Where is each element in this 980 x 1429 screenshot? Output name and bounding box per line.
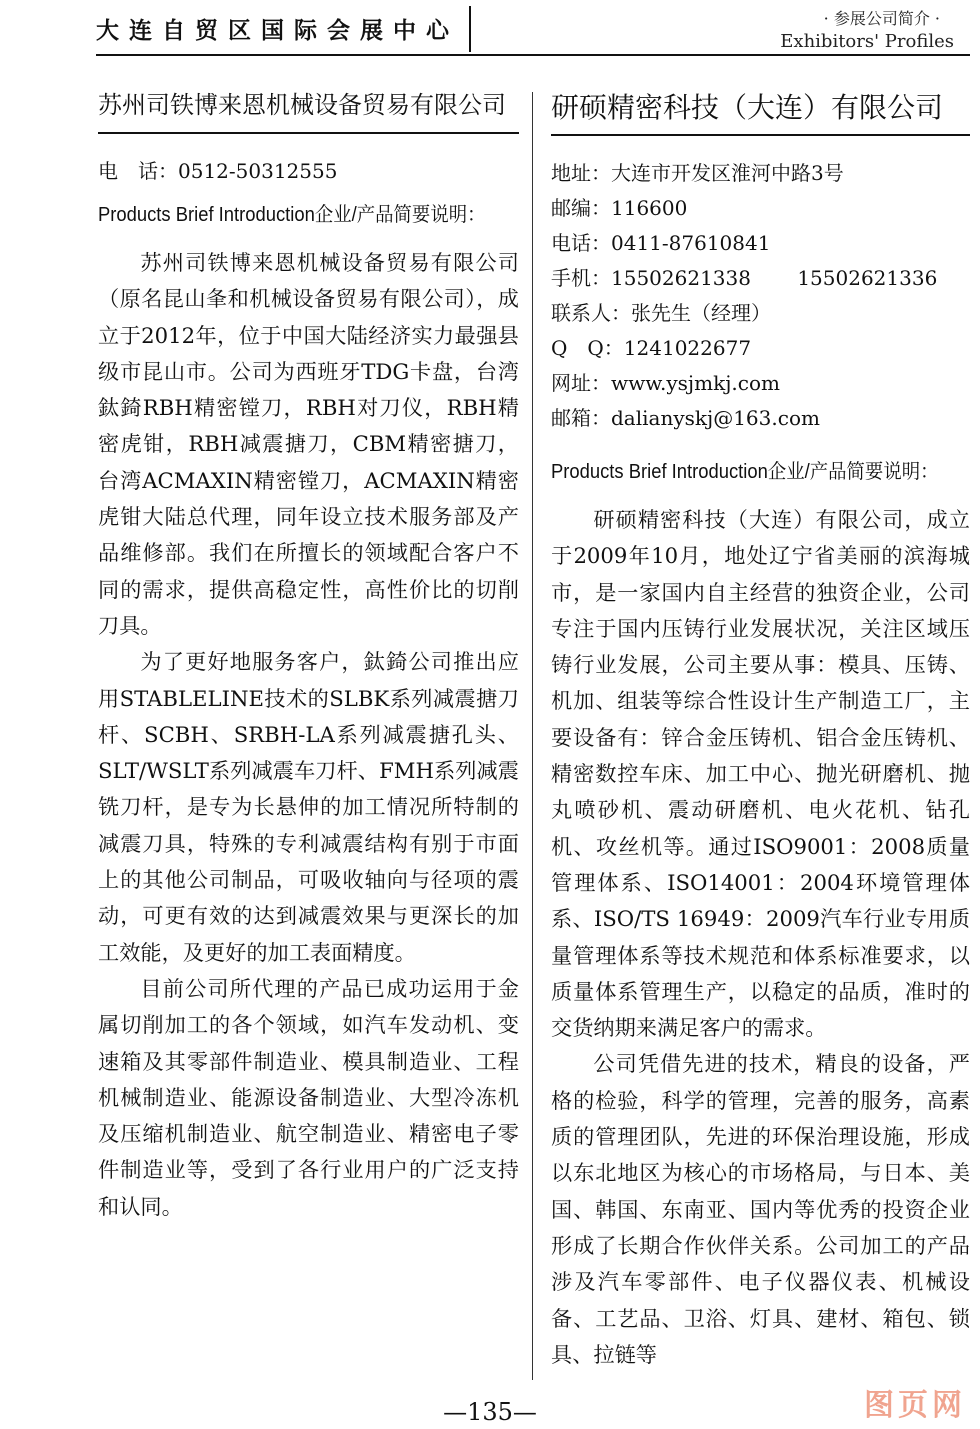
left-column xyxy=(98,88,519,1225)
header-divider xyxy=(469,6,471,52)
right-contact-person: 联系人：张先生（经理） xyxy=(551,301,771,325)
left-paragraph: 目前公司所代理的产品已成功运用于金属切削加工的各个领域，如汽车发动机、变速箱及其零部件制造业、模具制造业、工程机械制造业、能源设备制造业、大型冷冻机及压缩机制造业、航空制造业、精密电子零件制造业等，受到了各行业用户的广泛支持和认同。 xyxy=(98,975,519,1219)
left-contact-line: 电 话：0512-50312555 xyxy=(98,159,338,183)
right-contact-postcode: 邮编：116600 xyxy=(551,196,688,220)
left-paragraph: 为了更好地服务客户，鈦錡公司推出应用STABLELINE技术的SLBK系列减震搪刀杆、SCBH、SRBH-LA系列减震搪孔头、SLT/WSLT系列减震车刀杆、FMH系列减震铣刀杆，是专为长悬伸的加工情况所特制的减震刀具，特殊的专利减震结构有别于市面上的其他公司制品，可吸收轴向与径项的震动，可更有效的达到减震效果与更深长的加工效能，及更好的加工表面精度。 xyxy=(98,649,519,965)
right-column xyxy=(551,88,970,1373)
column-divider xyxy=(532,92,533,1380)
right-contact-address: 地址：大连市开发区淮河中路3号 xyxy=(551,161,844,185)
right-contact-email: 邮箱：dalianyskj@163.com xyxy=(551,406,820,430)
left-paragraph: 苏州司铁博来恩机械设备贸易有限公司（原名昆山夆和机械设备贸易有限公司），成立于2012年，位于中国大陆经济实力最强县级市昆山市。公司为西班牙TDG卡盘，台湾鈦錡RBH精密镗刀，RBH对刀仪，RBH精密虎钳，RBH减震搪刀，CBM精密搪刀，台湾ACMAXIN精密镗刀，ACMAXIN精密虎钳大陆总代理，同年设立技术服务部及产品维修部。我们在所擅长的领域配合客户不同的需求，提供高稳定性，高性价比的切削刀具。 xyxy=(98,250,519,638)
left-company-name: 苏州司铁博来恩机械设备贸易有限公司 xyxy=(98,88,519,134)
right-company-name: 研硕精密科技（大连）有限公司 xyxy=(551,88,970,136)
right-paragraph: 公司凭借先进的技术，精良的设备，严格的检验，科学的管理，完善的服务，高素质的管理团队，先进的环保治理设施，形成以东北地区为核心的市场格局，与日本、美国、韩国、东南亚、国内等优秀的投资企业形成了长期合作伙伴关系。公司加工的产品涉及汽车零部件、电子仪器仪表、机械设备、工艺品、卫浴、灯具、建材、箱包、锁具、拉链等 xyxy=(551,1051,970,1367)
watermark-logo: 图页网 xyxy=(864,1388,966,1423)
header-section-label: · 参展公司简介 · xyxy=(823,9,940,28)
header-rule xyxy=(96,54,970,56)
right-contact-website: 网址：www.ysjmkj.com xyxy=(551,371,780,395)
header-title: 大连自贸区国际会展中心 xyxy=(96,18,459,44)
right-intro-label: Products Brief Introduction企业/产品简要说明： xyxy=(551,461,939,483)
right-contact-qq: Q Q：1241022677 xyxy=(551,336,752,360)
left-intro-label: Products Brief Introduction企业/产品简要说明： xyxy=(98,204,486,226)
right-paragraph: 研硕精密科技（大连）有限公司，成立于2009年10月，地处辽宁省美丽的滨海城市，是一家国内自主经营的独资企业，公司专注于国内压铸行业发展状况，关注区域压铸行业发展，公司主要从事：模具、压铸、机加、组装等综合性设计生产制造工厂，主要设备有：锌合金压铸机、铝合金压铸机、精密数控车床、加工中心、抛光研磨机、抛丸喷砂机、震动研磨机、电火花机、钻孔机、攻丝机等。通过ISO9001：2008质量管理体系、ISO14001：2004环境管理体系、ISO/TS 16949：2009汽车行业专用质量管理体系等技术规范和体系标准要求，以质量体系管理生产，以稳定的品质，准时的交货纳期来满足客户的需求。 xyxy=(551,507,970,1041)
page-header xyxy=(96,6,970,52)
right-contact-phone: 电话：0411-87610841 xyxy=(551,231,771,255)
right-contact-mobile: 手机：15502621338 15502621336 xyxy=(551,266,938,290)
page-number: —135— xyxy=(443,1398,537,1426)
header-section-label-en: Exhibitors' Profiles xyxy=(780,31,954,52)
